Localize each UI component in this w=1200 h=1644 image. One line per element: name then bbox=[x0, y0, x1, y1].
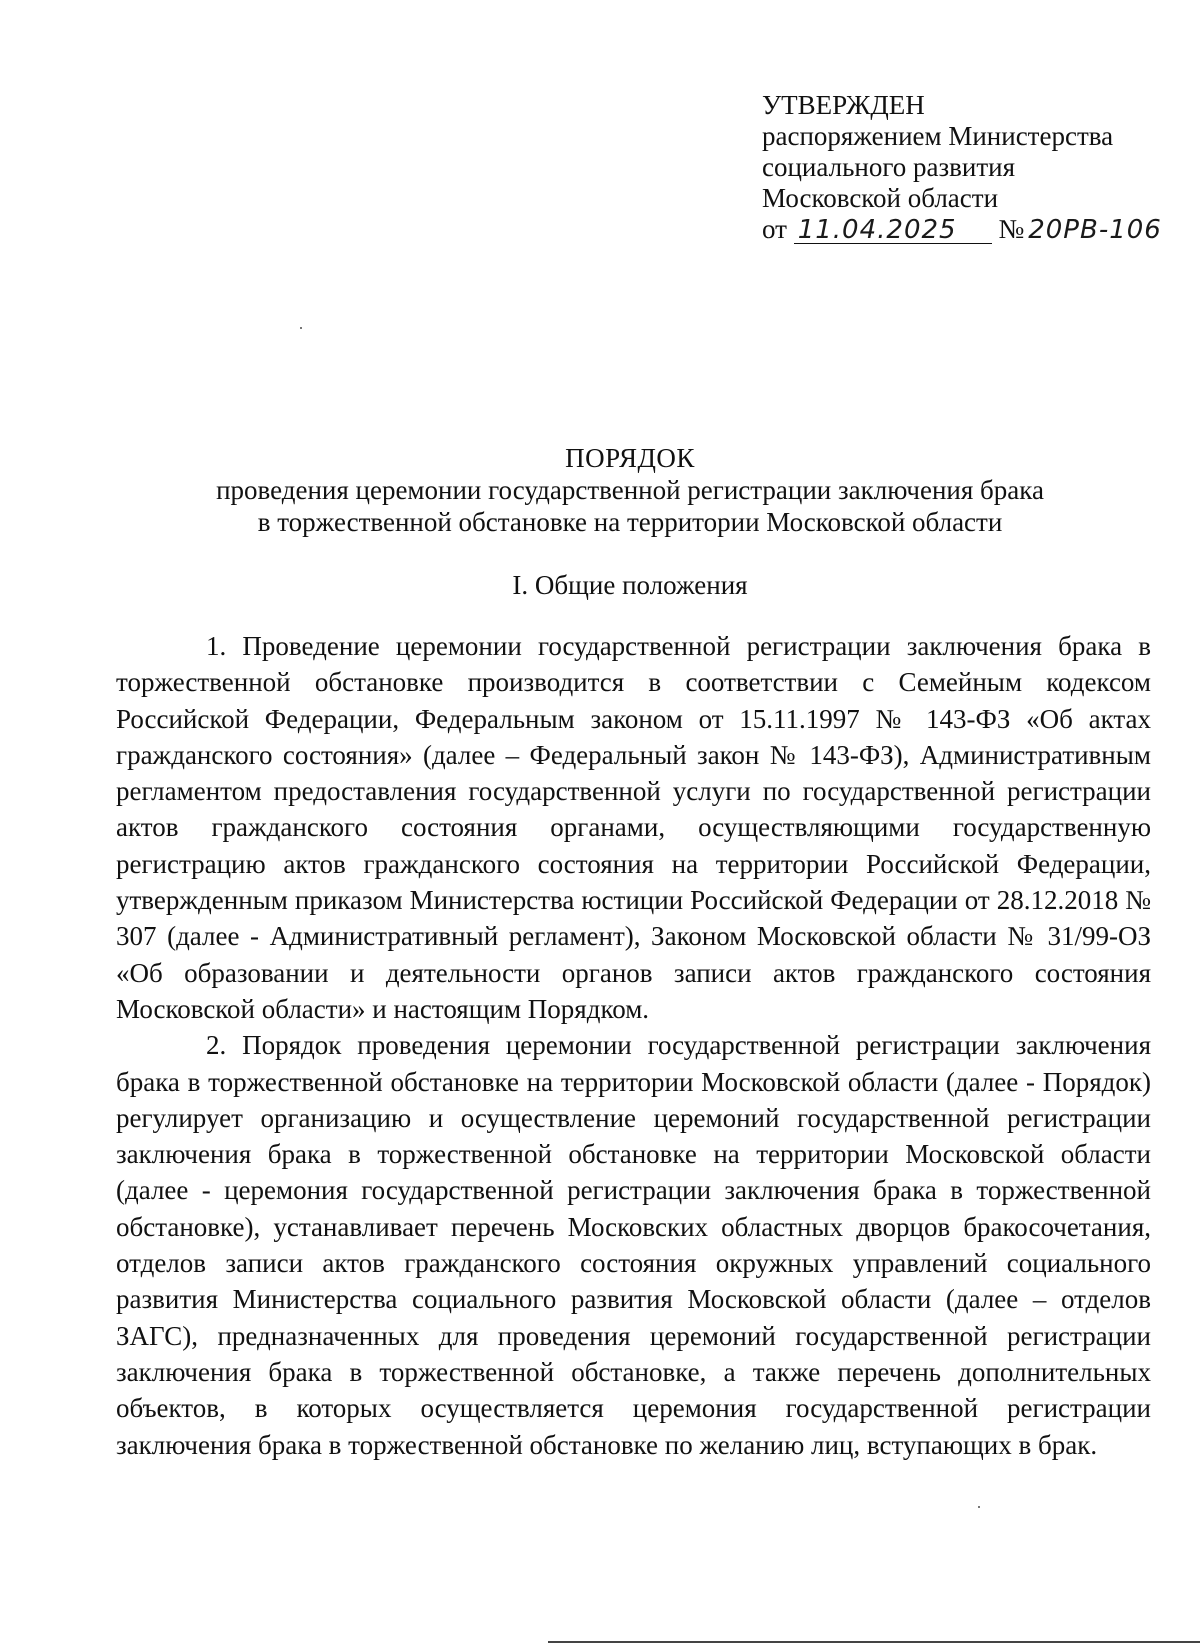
page-bottom-edge bbox=[548, 1641, 1200, 1643]
handwritten-number: 20РВ-106 bbox=[1028, 215, 1162, 245]
approval-line-2: социального развития bbox=[762, 152, 1016, 182]
section-heading: I. Общие положения bbox=[512, 570, 748, 600]
paragraph-2: 2. Порядок проведения церемонии государственной регистрации заключения брака в торжественной обстановке на территории Московской области (далее - Порядок) регулирует организацию и осуществление церемоний государственной регистрации заключения брака в торжественной обстановке на территории Московской области (далее - церемония государственной регистрации заключения брака в торжественной обстановке), устанавливает перечень Московских областных дворцов бракосочетания, отделов записи актов гражданского состояния окружных управлений социального развития Министерства социального развития Московской области (далее – отделов ЗАГС), предназначенных для проведения церемоний государственной регистрации заключения брака в торжественной обстановке, а также перечень дополнительных объектов, в которых осуществляется церемония государственной регистрации заключения брака в торжественной обстановке по желанию лиц, вступающих в брак. bbox=[116, 1030, 1151, 1460]
approval-block bbox=[762, 90, 1182, 248]
approval-line-3: Московской области bbox=[762, 183, 999, 213]
title-line-2: в торжественной обстановке на территории Московской области bbox=[257, 507, 1003, 537]
document-title bbox=[0, 442, 1200, 538]
title-line-1: проведения церемонии государственной регистрации заключения брака bbox=[216, 475, 1044, 505]
title-main: ПОРЯДОК bbox=[565, 443, 695, 473]
approval-date-number-line bbox=[762, 214, 1182, 248]
date-prefix: от bbox=[762, 214, 787, 244]
number-sign: № bbox=[998, 214, 1025, 244]
approval-heading: УТВЕРЖДЕН bbox=[762, 90, 925, 120]
scan-speck bbox=[300, 327, 302, 329]
scan-speck bbox=[978, 1506, 980, 1508]
paragraph-1: 1. Проведение церемонии государственной регистрации заключения брака в торжественной обстановке производится в соответствии с Семейным кодексом Российской Федерации, Федеральным законом от 15.11.1997 № 143-ФЗ «Об актах гражданского состояния» (далее – Федеральный закон № 143-ФЗ), Административным регламентом предоставления государственной услуги по государственной регистрации актов гражданского состояния органами, осуществляющими государственную регистрацию актов гражданского состояния на территории Российской Федерации, утвержденным приказом Министерства юстиции Российской Федерации от 28.12.2018 № 307 (далее - Административный регламент), Законом Московской области № 31/99-ОЗ «Об образовании и деятельности органов записи актов гражданского состояния Московской области» и настоящим Порядком. bbox=[116, 631, 1151, 1024]
document-body bbox=[116, 628, 1151, 1463]
handwritten-date: 11.04.2025 bbox=[794, 217, 992, 244]
approval-line-1: распоряжением Министерства bbox=[762, 121, 1114, 151]
